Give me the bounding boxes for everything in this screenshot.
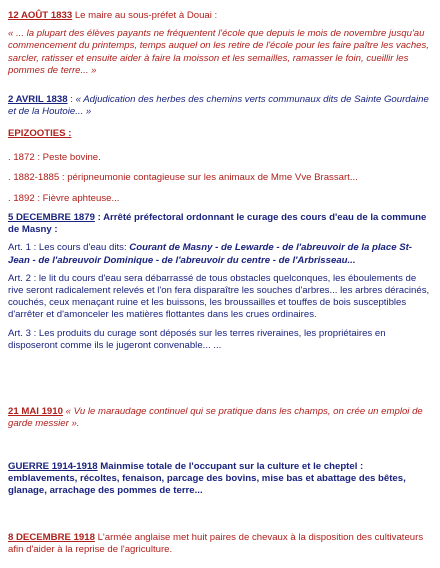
entry-1833-title: Le maire au sous-préfet à Douai : — [72, 10, 218, 21]
entry-1914-1918 — [8, 461, 432, 498]
entry-1838-date: 2 AVRIL 1838 — [8, 94, 68, 105]
entry-1833-quote: « ... la plupart des élèves payants ne fréquentent l'école que depuis le mois de novembre jusqu'au commencement du printemps, temps auquel on les retire de l'école pour les faire paître les vaches, sarcler, ratisser et ensuite aider à faire la moisson et les semailles, ramasser le foin, cueillir les pommes de terre... » — [8, 28, 429, 76]
entry-1879-title: : Arrêté préfectoral ordonnant le curage des cours d'eau de la commune de Masny : — [8, 212, 427, 236]
entry-1879-art3: Art. 3 : Les produits du curage sont déposés sur les terres riveraines, les propriétaires en disposeront comme ils le jugeront convenable... ... — [8, 327, 386, 351]
entry-1914-1918-body: Mainmise totale de l'occupant sur la culture et le cheptel : emblavements, récoltes, fenaison, parcage des bovins, mise bas et abattage des bêtes, glanage, arrachage des pommes de terre... — [8, 461, 406, 497]
entry-1838-quote: « Adjudication des herbes des chemins verts communaux dits de Sainte Gourdaine et de la Houtoie... » — [8, 94, 429, 118]
entry-1918 — [8, 532, 432, 556]
entry-1833-heading — [8, 10, 432, 22]
entry-1879-art1 — [8, 242, 432, 266]
entry-1879-art1-label: Art. 1 : Les cours d'eau dits: — [8, 242, 130, 254]
entry-epizooties — [8, 128, 432, 205]
epizooties-item: . 1872 : Peste bovine. — [8, 152, 101, 164]
entry-1910 — [8, 406, 432, 430]
entry-1918-date: 8 DECEMBRE 1918 — [8, 532, 95, 543]
entry-1879-date: 5 DECEMBRE 1879 — [8, 212, 95, 223]
entry-1914-1918-date: GUERRE 1914-1918 — [8, 461, 98, 472]
entry-1910-date: 21 MAI 1910 — [8, 406, 63, 417]
entry-1879-art1-text: Courant de Masny - de Lewarde - de l'abreuvoir de la place St-Jean - de l'abreuvoir Dominique - de l'abreuvoir du centre - de l'Arbrisseau... — [8, 242, 412, 266]
entry-1918-text — [8, 532, 432, 556]
entry-1910-quote: « Vu le maraudage continuel qui se pratique dans les champs, on crée un emploi de garde messier ». — [8, 406, 423, 430]
epizooties-item: . 1892 : Fièvre aphteuse... — [8, 192, 120, 204]
epizooties-heading: EPIZOOTIES : — [8, 128, 72, 139]
entry-1918-body: L'armée anglaise met huit paires de chevaux à la disposition des cultivateurs afin d'aider à la reprise de l'agriculture. — [8, 532, 424, 556]
epizooties-item: . 1882-1885 : péripneumonie contagieuse sur les animaux de Mme Vve Brassart... — [8, 172, 358, 184]
entry-1838-text — [8, 94, 432, 118]
entry-1833-date: 12 AOÛT 1833 — [8, 10, 73, 21]
entry-1910-text — [8, 406, 432, 430]
entry-1879 — [8, 212, 432, 352]
entry-1879-heading — [8, 212, 432, 236]
entry-1838-colon: : — [67, 94, 76, 105]
entry-1833 — [8, 10, 432, 77]
entry-1838 — [8, 94, 432, 118]
entry-1914-1918-text — [8, 461, 432, 498]
entry-1879-art2: Art. 2 : le lit du cours d'eau sera débarrassé de tous obstacles quelconques, les éboulements de rive seront radicalement relevés et l'on fera disparaître les souches d'arbres... les arbres déracinés, couchés, ceux menaçant ruine et les buissons, les broussailles et touffes de bois susceptibles d'arrêter et d'amonceler les matières flottantes dans les crues ordinaires. — [8, 272, 430, 321]
